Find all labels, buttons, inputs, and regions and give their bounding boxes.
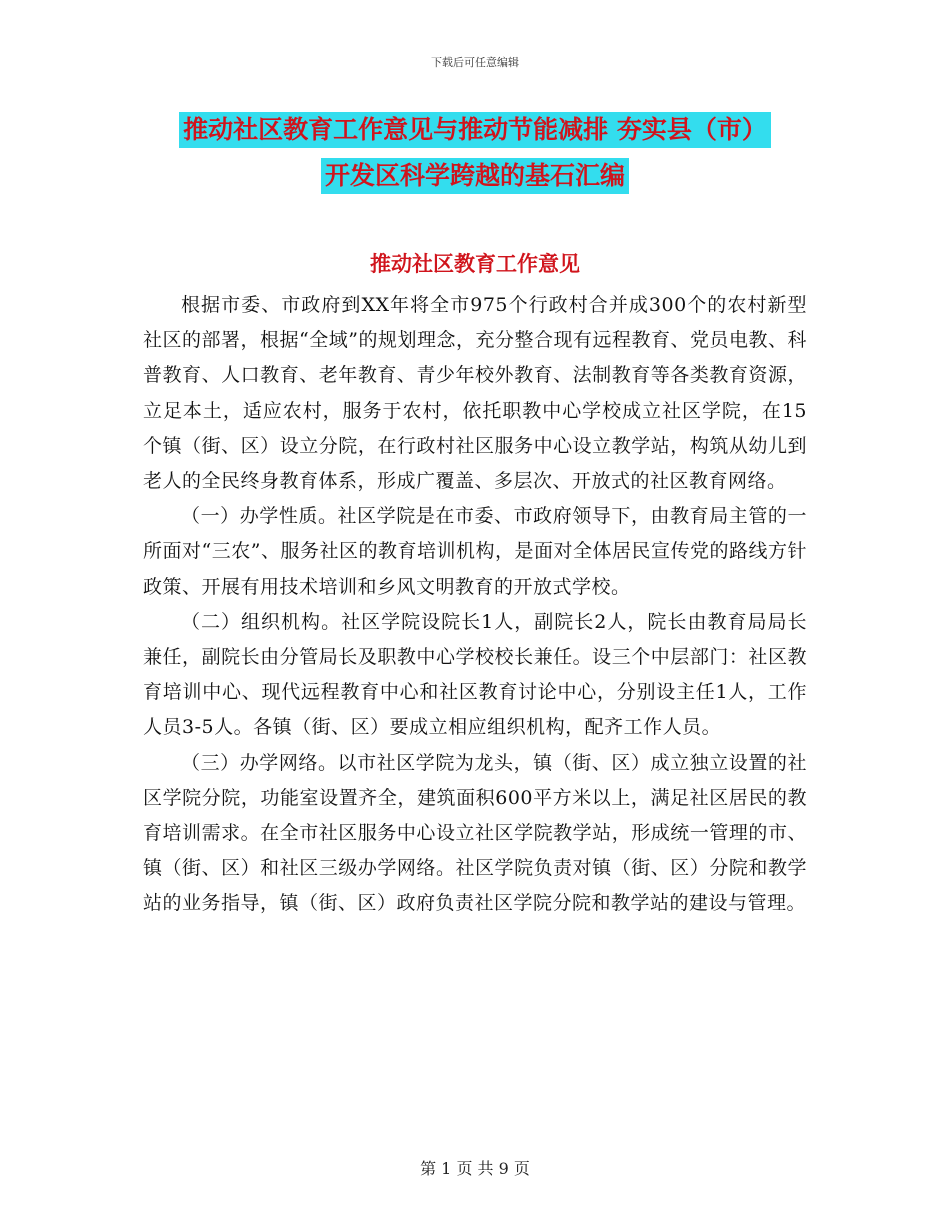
page-footer: 第 1 页 共 9 页 [420,1159,530,1178]
title-line-1: 推动社区教育工作意见与推动节能减排 夯实县（市） [179,112,771,148]
page-header-note: 下载后可任意编辑 [431,56,519,69]
paragraph-nature: （一）办学性质。社区学院是在市委、市政府领导下，由教育局主管的一所面对“三农”、服务社区的教育培训机构，是面对全体居民宣传党的路线方针政策、开展有用技术培训和乡风文明教育的开放式学校。 [143,505,807,598]
paragraph-intro: 根据市委、市政府到XX年将全市975个行政村合并成300个的农村新型社区的部署，根据“全域”的规划理念，充分整合现有远程教育、党员电教、科普教育、人口教育、老年教育、青少年校外教育、法制教育等各类教育资源，立足本土，适应农村，服务于农村，依托职教中心学校成立社区学院，在15个镇（街、区）设立分院，在行政村社区服务中心设立教学站，构筑从幼儿到老人的全民终身教育体系，形成广覆盖、多层次、开放式的社区教育网络。 [143,294,807,493]
paragraph-network: （三）办学网络。以市社区学院为龙头，镇（街、区）成立独立设置的社区学院分院，功能室设置齐全，建筑面积600平方米以上，满足社区居民的教育培训需求。在全市社区服务中心设立社区学院教学站，形成统一管理的市、镇（街、区）和社区三级办学网络。社区学院负责对镇（街、区）分院和教学站的业务指导，镇（街、区）政府负责社区学院分院和教学站的建设与管理。 [143,751,807,915]
paragraph-organization: （二）组织机构。社区学院设院长1人，副院长2人，院长由教育局局长兼任，副院长由分管局长及职教中心学校校长兼任。设三个中层部门：社区教育培训中心、现代远程教育中心和社区教育讨论中心，分别设主任1人，工作人员3-5人。各镇（街、区）要成立相应组织机构，配齐工作人员。 [143,610,807,739]
document-title [0,112,950,204]
title-line-2: 开发区科学跨越的基石汇编 [321,158,629,194]
document-body [143,288,807,922]
section-title: 推动社区教育工作意见 [370,252,580,276]
